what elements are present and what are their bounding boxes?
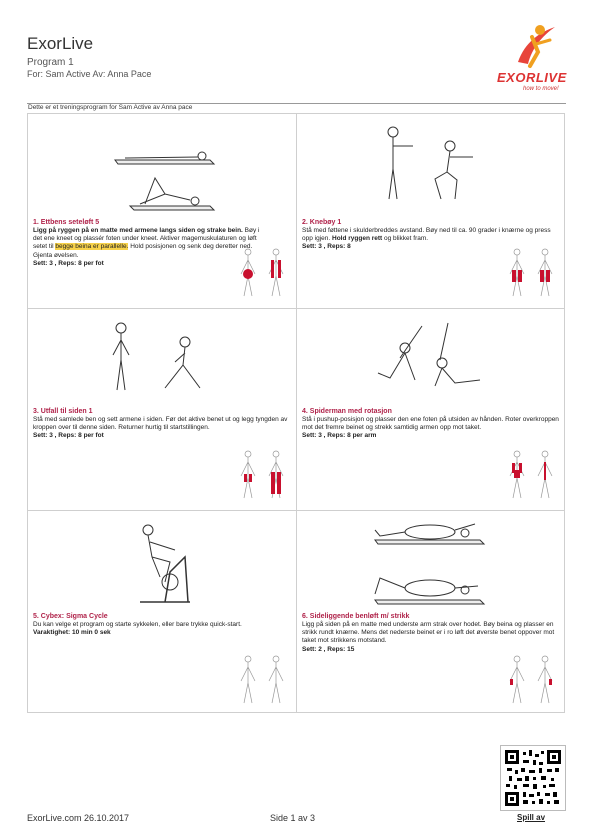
exercise-reps: Sett: 3 , Reps: 8 per fot [33, 259, 104, 267]
exercise-title: 3. Utfall til siden 1 [33, 408, 93, 415]
exercise-card [33, 219, 263, 267]
play-link[interactable]: Spill av [517, 813, 546, 822]
exercise-title: 4. Spiderman med rotasjon [302, 408, 392, 415]
exercise-description: Ligg på ryggen på en matte med armene langs siden og strake bein. Bøy i det ene kneet og plassér foten under kneet. Aktiver magemuskulaturen og løft setet til begge beina er parallelle. Hold posisjonen og senk deg deretter ned. Gjenta øvelsen. [33, 227, 260, 259]
muscle-figure-icon [238, 450, 288, 500]
qr-code-icon [505, 750, 561, 806]
grid-divider [27, 308, 565, 309]
exercise-title: 6. Sideliggende benløft m/ strikk [302, 613, 410, 620]
page-header [27, 34, 151, 79]
exercise-reps: Sett: 2 , Reps: 15 [302, 645, 355, 653]
logo-tagline: how to move! [523, 86, 559, 92]
grid-divider [27, 510, 565, 511]
footer-site-date: ExorLive.com 26.10.2017 [27, 813, 130, 823]
exercise-illustration [110, 148, 220, 218]
exercise-card [33, 408, 291, 439]
exercise-card [33, 613, 291, 636]
program-name: Program 1 [27, 57, 74, 68]
exercise-reps: Varaktighet: 10 min 0 sek [33, 629, 111, 637]
brand-title: ExorLive [27, 34, 94, 53]
exercise-illustration [130, 522, 200, 607]
exercise-title: 5. Cybex: Sigma Cycle [33, 613, 108, 620]
exercise-description: Stå med føttene i skulderbreddes avstand. Bøy ned til ca. 90 grader i knærne og press opp igjen. Hold ryggen rett og blikket fram. [302, 227, 551, 243]
muscle-figure-icon [507, 450, 557, 500]
exercise-description: Stå i pushup-posisjon og plasser den ene foten på utsiden av hånden. Roter overkroppen mot det fremre beinet og strekk samtidig armen opp mot taket. [302, 416, 559, 432]
exercise-illustration [370, 318, 490, 393]
exercise-description: Ligg på siden på en matte med underste arm strak over hodet. Bøy beina og plasser en strikk rundt knærne. Mens det nederste beinet er i ro løft det øverste benet oppover mot taket mot strikkens motstand. [302, 621, 555, 645]
for-line: For: Sam Active Av: Anna Pace [27, 69, 152, 79]
exercise-illustration [370, 518, 490, 608]
exercise-title: 1. Ettbens seteløft 5 [33, 219, 100, 226]
exercise-title: 2. Knebøy 1 [302, 219, 342, 226]
exercise-description: Stå med samlede ben og sett armene i siden. Før det aktive benet ut og legg tyngden av kroppen over til denne siden. Returner hurtig til startstillingen. [33, 416, 288, 432]
muscle-figure-icon [507, 248, 557, 298]
logo-text: EXORLIVE [497, 70, 567, 85]
exercise-card [302, 613, 560, 653]
exercise-reps: Sett: 3 , Reps: 8 per fot [33, 432, 104, 440]
exercise-reps: Sett: 3 , Reps: 8 per arm [302, 432, 377, 440]
exercise-illustration [105, 320, 215, 395]
page-number: Side 1 av 3 [270, 813, 316, 823]
muscle-figure-icon [238, 655, 288, 705]
program-intro: Dette er et treningsprogram for Sam Active av Anna pace [28, 104, 193, 111]
muscle-figure-icon [507, 655, 557, 705]
exercise-card [302, 408, 560, 439]
exercise-card [302, 219, 560, 250]
qr-code[interactable] [500, 745, 566, 811]
highlighted-text: begge beina er parallelle. [55, 243, 129, 251]
grid-divider [296, 113, 297, 713]
exercise-description: Du kan velge et program og starte sykkelen, eller bare trykke quick-start. [33, 621, 242, 628]
exercise-illustration [375, 124, 485, 204]
exorlive-logo-icon [510, 22, 560, 72]
exercise-reps: Sett: 3 , Reps: 8 [302, 243, 351, 251]
